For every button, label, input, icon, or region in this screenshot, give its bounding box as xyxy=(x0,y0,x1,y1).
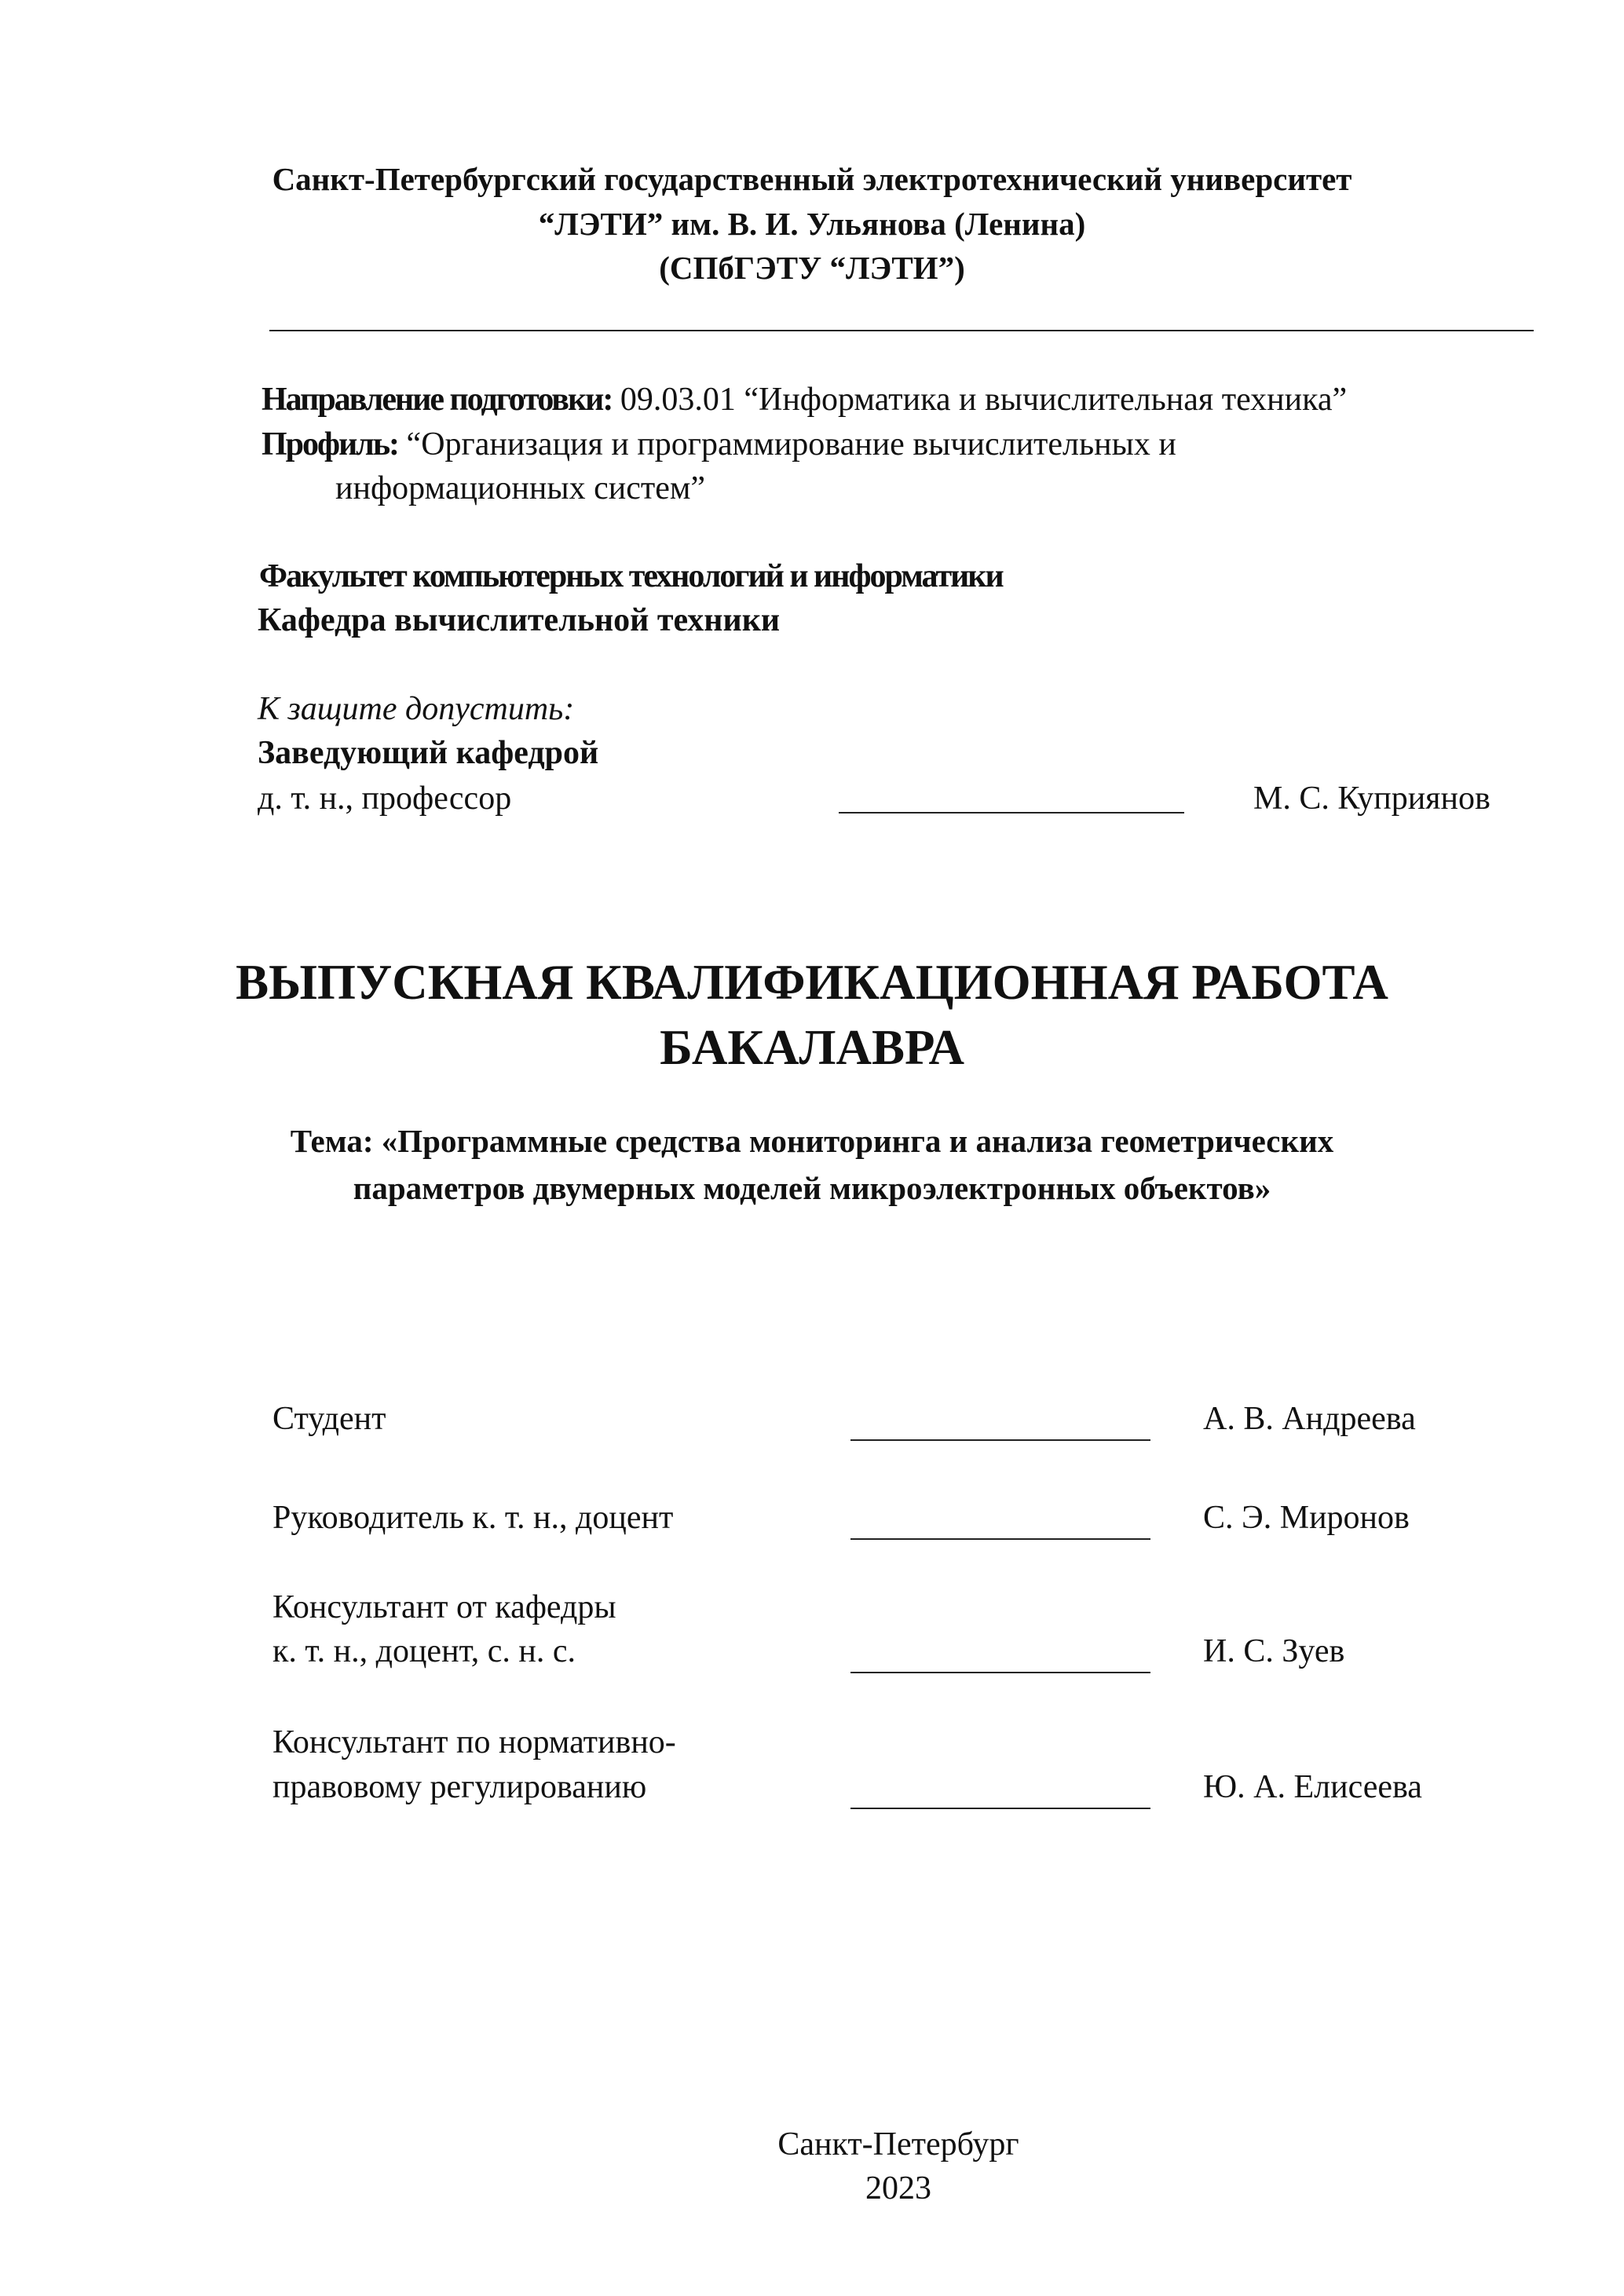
profile-value: “Организация и программирование вычислительных и xyxy=(398,426,1176,462)
signatory-role-line2: правовому регулированию xyxy=(272,1769,647,1805)
direction-label: Направление подготовки: xyxy=(262,382,613,418)
signatory-role: Консультант от кафедры xyxy=(272,1589,616,1625)
signature-line xyxy=(850,1672,1150,1673)
signatory-name: С. Э. Миронов xyxy=(1203,1500,1410,1536)
signature-line xyxy=(850,1808,1150,1809)
university-abbreviation: (СПбГЭТУ “ЛЭТИ”) xyxy=(659,250,965,286)
work-title: ВЫПУСКНАЯ КВАЛИФИКАЦИОННАЯ РАБОТА xyxy=(236,955,1388,1010)
signatory-role-line2: к. т. н., доцент, с. н. с. xyxy=(272,1633,576,1669)
profile-label: Профиль: xyxy=(262,426,399,462)
signature-line xyxy=(850,1538,1150,1540)
admit-label: К защите допустить: xyxy=(258,691,575,727)
university-name-line2: “ЛЭТИ” им. В. И. Ульянова (Ленина) xyxy=(538,206,1086,242)
header-divider xyxy=(269,330,1534,331)
work-title-line2: БАКАЛАВРА xyxy=(660,1020,964,1075)
head-degree: д. т. н., профессор xyxy=(258,781,512,817)
signatory-name: Ю. А. Елисеева xyxy=(1203,1769,1422,1805)
faculty: Факультет компьютерных технологий и информатики xyxy=(259,558,1003,594)
signatory-name: А. В. Андреева xyxy=(1203,1401,1416,1437)
department: Кафедра вычислительной техники xyxy=(258,602,781,638)
footer-year: 2023 xyxy=(865,2170,931,2206)
university-name: Санкт-Петербургский государственный электротехнический университет xyxy=(272,161,1352,197)
signatory-role: Студент xyxy=(272,1401,386,1437)
head-name: М. С. Куприянов xyxy=(1253,781,1490,817)
profile-line xyxy=(262,422,1176,466)
signatory-role: Руководитель к. т. н., доцент xyxy=(272,1500,674,1536)
signature-line xyxy=(850,1439,1150,1441)
profile-value-cont: информационных систем” xyxy=(335,470,706,506)
signatory-name: И. С. Зуев xyxy=(1203,1633,1345,1669)
head-title: Заведующий кафедрой xyxy=(258,735,599,771)
signatory-role: Консультант по нормативно- xyxy=(272,1724,676,1760)
direction-value: 09.03.01 “Информатика и вычислительная техника” xyxy=(612,382,1348,418)
topic: Тема: «Программные средства мониторинга и анализа геометрических xyxy=(290,1123,1334,1159)
direction-line xyxy=(262,378,1347,422)
head-signature-line xyxy=(839,812,1184,813)
footer-city: Санкт-Петербург xyxy=(777,2126,1019,2163)
topic-line2: параметров двумерных моделей микроэлектронных объектов» xyxy=(353,1170,1271,1206)
